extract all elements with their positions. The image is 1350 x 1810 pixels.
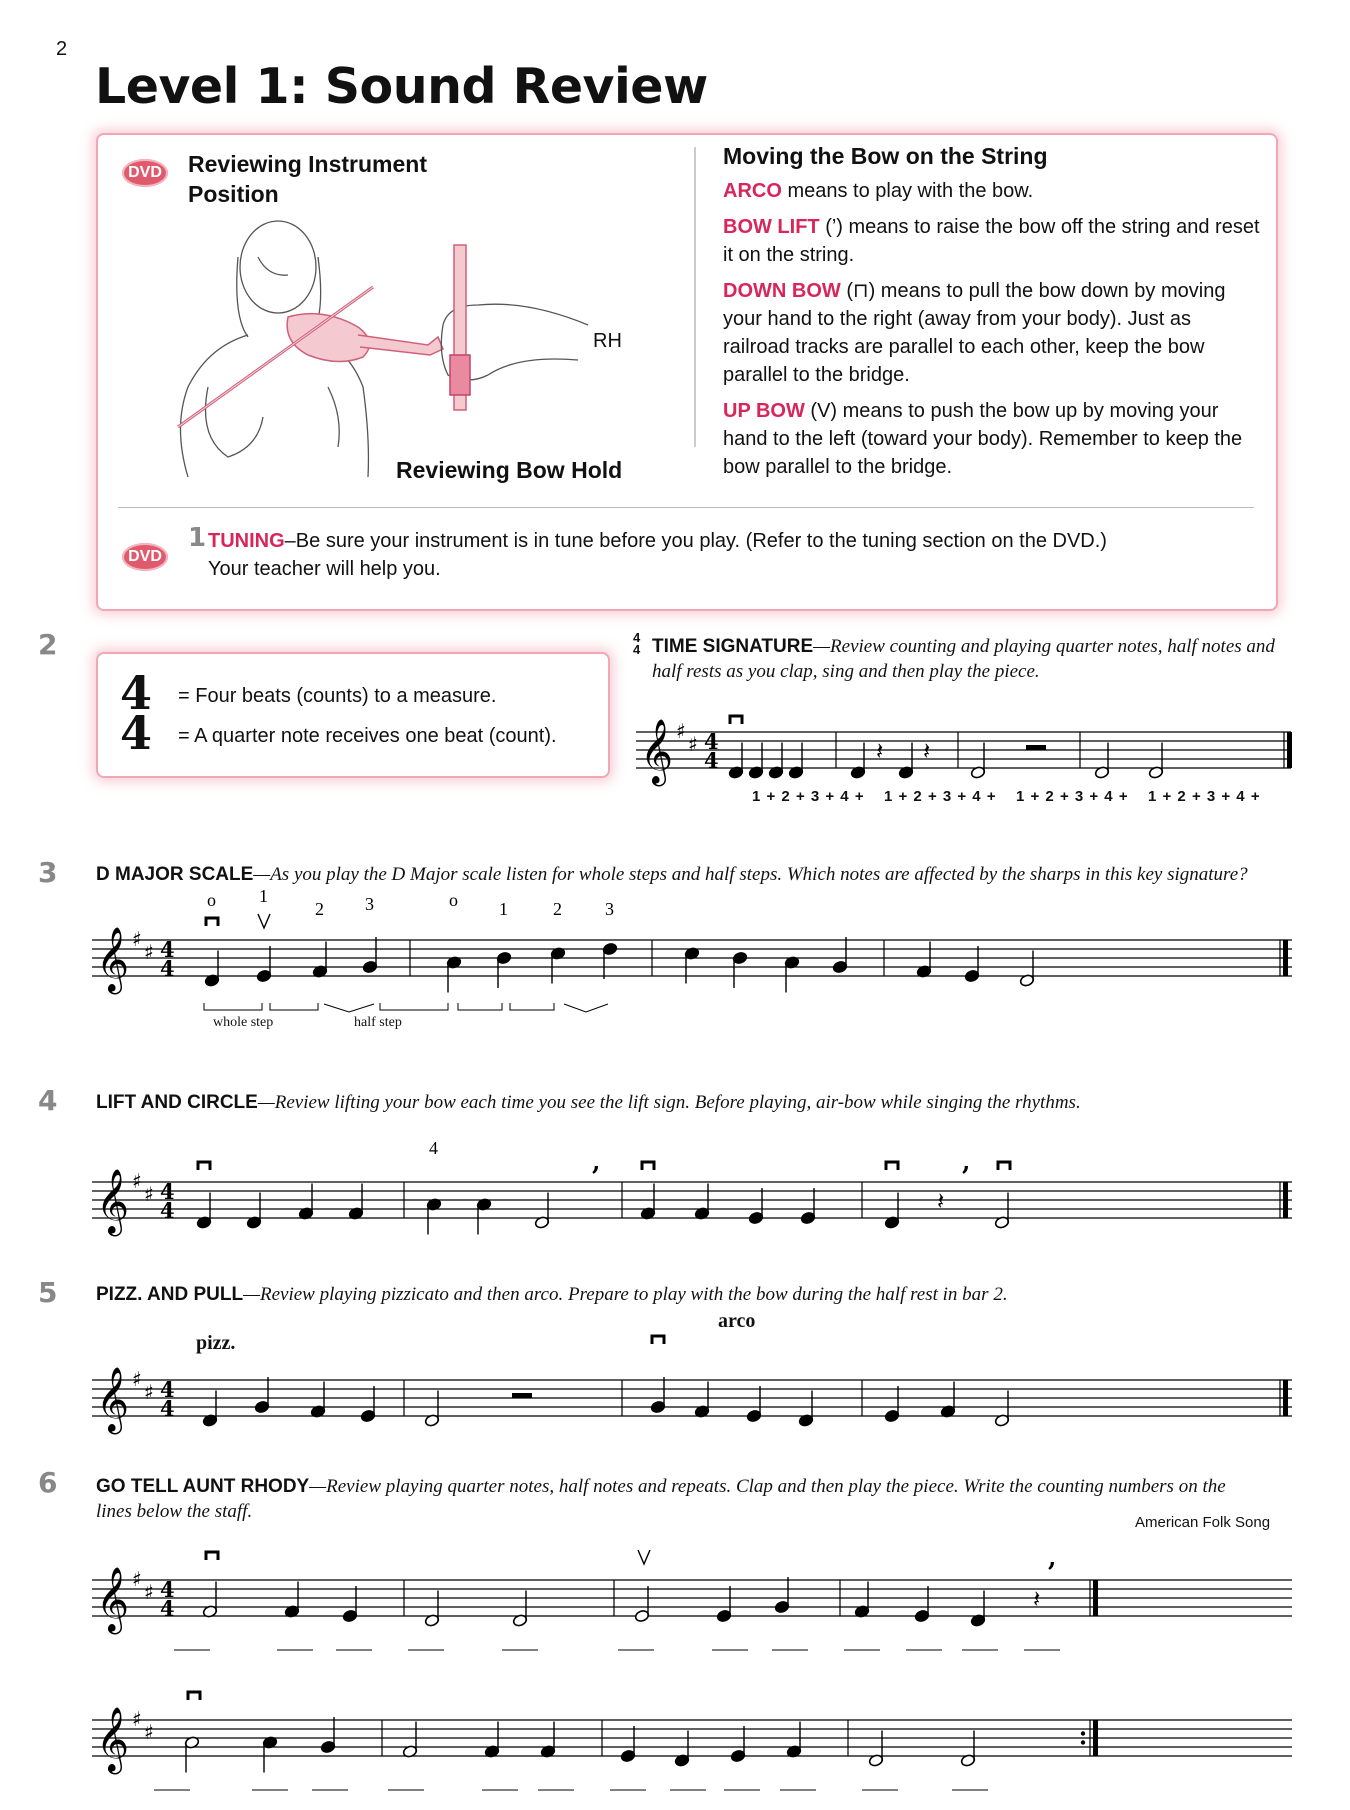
half-step-label: half step xyxy=(354,1015,402,1030)
whole-step-label: whole step xyxy=(213,1015,274,1030)
final-barline xyxy=(1283,1182,1288,1218)
sharp-c: ♯ xyxy=(688,732,698,756)
bow-lift-mark: , xyxy=(592,1147,601,1176)
whole-step-bracket xyxy=(458,1003,502,1010)
exercise-6-title: GO TELL AUNT RHODY—Review playing quarter notes, half notes and repeats. Clap and then play the piece. Write the counting numbers on the lines below the staff. xyxy=(96,1476,1226,1522)
final-barline xyxy=(1093,1720,1098,1756)
dvd-badge: DVD xyxy=(122,159,168,187)
time-sig-top: 4 xyxy=(704,729,719,754)
fingering: 2 xyxy=(553,899,562,919)
repeat-dot xyxy=(1081,1740,1085,1744)
staff-ex3 xyxy=(92,886,1292,1020)
quarter-rest: 𝄽 xyxy=(1033,1585,1041,1613)
time-sig-top: 4 xyxy=(160,1577,175,1602)
down-bow-mark xyxy=(206,918,218,926)
up-bow-mark xyxy=(258,914,270,928)
final-barline xyxy=(1093,1580,1098,1616)
page-number: 2 xyxy=(56,38,68,60)
bow-terms xyxy=(723,177,1263,481)
fingering: 3 xyxy=(365,894,374,914)
exercise-number-2: 2 xyxy=(38,628,58,661)
whole-step-bracket xyxy=(380,1003,448,1010)
down-bow-mark xyxy=(206,1552,218,1560)
treble-clef: 𝄞 xyxy=(96,1169,130,1234)
sharp-f: ♯ xyxy=(132,1707,142,1731)
time-sig-bottom: 4 xyxy=(160,1198,175,1223)
time-sig-bottom: 4 xyxy=(160,956,175,981)
fingering: 1 xyxy=(259,886,268,906)
divider xyxy=(694,147,696,447)
time-sig-bottom: 4 xyxy=(160,1396,175,1421)
fingering: 1 xyxy=(499,899,508,919)
final-barline xyxy=(1287,732,1292,768)
time-sig-4-bottom: 4 xyxy=(120,706,153,760)
time-signature-box xyxy=(96,652,610,778)
exercise-3-title: D MAJOR SCALE—As you play the D Major scale listen for whole steps and half steps. Which notes are affected by the sharps in this key signature? xyxy=(96,864,1248,885)
treble-clef: 𝄞 xyxy=(96,1707,130,1772)
sharp-f: ♯ xyxy=(132,927,142,951)
treble-clef: 𝄞 xyxy=(640,719,674,784)
bow-lift-mark: , xyxy=(962,1147,971,1176)
staff-ex2 xyxy=(636,712,1296,782)
staff-ex5 xyxy=(92,1330,1292,1440)
time-sig-bottom: 4 xyxy=(704,748,719,773)
down-bow-mark xyxy=(730,716,742,724)
fingering: 3 xyxy=(605,899,614,919)
down-bow-mark xyxy=(652,1336,664,1344)
sharp-f: ♯ xyxy=(676,719,686,743)
down-bow-mark xyxy=(198,1162,210,1170)
bow-section-title: Moving the Bow on the String xyxy=(723,143,1048,169)
repeat-dot xyxy=(1081,1731,1085,1735)
exercise-number-4: 4 xyxy=(38,1084,58,1117)
ex2-time-sig-icon: 4 4 xyxy=(633,630,641,657)
horizontal-divider xyxy=(118,507,1254,508)
down-bow-mark xyxy=(998,1162,1010,1170)
instrument-position-title: Reviewing Instrument Position xyxy=(188,151,427,207)
fingering: o xyxy=(207,890,216,910)
term-down-bow: DOWN BOW (⊓) means to pull the bow down by moving your hand to the right (away from your body). Just as railroad tracks are parallel to each other, keep the bow parallel to the bridge. xyxy=(723,280,1226,386)
time-sig-top: 4 xyxy=(160,1377,175,1402)
fingering: o xyxy=(449,890,458,910)
sharp-f: ♯ xyxy=(132,1367,142,1391)
sharp-c: ♯ xyxy=(144,1580,154,1604)
half-rest xyxy=(512,1393,532,1398)
sharp-f: ♯ xyxy=(132,1567,142,1591)
ex2-counts: 1 + 2 + 3 + 4 + 1 + 2 + 3 + 4 + 1 + 2 + 3 + 4 + 1 + 2 + 3 + 4 + xyxy=(752,788,1261,805)
sharp-c: ♯ xyxy=(144,1182,154,1206)
tuning-text: TUNING–Be sure your instrument is in tune before you play. (Refer to the tuning section on the DVD.) Your teacher will help you. xyxy=(208,530,1107,580)
time-sig-line2: = A quarter note receives one beat (count). xyxy=(178,725,557,747)
treble-clef: 𝄞 xyxy=(96,927,130,992)
review-box xyxy=(96,133,1278,611)
sharp-c: ♯ xyxy=(144,1380,154,1404)
fingering: 4 xyxy=(429,1138,438,1158)
treble-clef: 𝄞 xyxy=(96,1567,130,1632)
final-barline xyxy=(1283,940,1288,976)
term-up-bow: UP BOW (V) means to push the bow up by moving your hand to the left (toward your body). Remember to keep the bow parallel to the bridge. xyxy=(723,400,1243,478)
time-sig-line1: = Four beats (counts) to a measure. xyxy=(178,685,497,707)
final-barline xyxy=(1283,1380,1288,1416)
staff-ex6-line2 xyxy=(92,1670,1292,1810)
quarter-rest: 𝄽 xyxy=(937,1187,945,1215)
composer-credit: American Folk Song xyxy=(1135,1514,1271,1531)
dvd-badge-tuning: DVD xyxy=(122,543,168,571)
up-bow-mark xyxy=(638,1550,650,1564)
time-sig-4-top: 4 xyxy=(120,666,153,720)
bow-lift-mark: , xyxy=(1048,1543,1057,1572)
quarter-rest: 𝄽 xyxy=(923,737,931,765)
staff-ex6-line1 xyxy=(92,1530,1292,1670)
tuning-number: 1 xyxy=(188,523,207,553)
rh-label: RH xyxy=(593,330,622,352)
exercise-5-title: PIZZ. AND PULL—Review playing pizzicato and then arco. Prepare to play with the bow during the half rest in bar 2. xyxy=(96,1284,1008,1305)
sharp-c: ♯ xyxy=(144,1720,154,1744)
bow-hold-title: Reviewing Bow Hold xyxy=(396,457,623,483)
exercise-2-title: TIME SIGNATURE—Review counting and playing quarter notes, half notes and half rests as you clap, sing and then play the piece. xyxy=(652,636,1275,682)
time-sig-top: 4 xyxy=(160,937,175,962)
term-bow-lift: BOW LIFT (’) means to raise the bow off the string and reset it on the string. xyxy=(723,216,1260,266)
sharp-c: ♯ xyxy=(144,940,154,964)
sharp-f: ♯ xyxy=(132,1169,142,1193)
whole-step-bracket xyxy=(510,1003,554,1010)
exercise-number-5: 5 xyxy=(38,1276,58,1309)
whole-step-bracket xyxy=(270,1003,318,1010)
exercise-number-6: 6 xyxy=(38,1466,58,1499)
down-bow-mark xyxy=(188,1692,200,1700)
treble-clef: 𝄞 xyxy=(96,1367,130,1432)
whole-step-bracket xyxy=(204,1003,262,1010)
pizz-marking: pizz. xyxy=(196,1332,236,1354)
quarter-rest: 𝄽 xyxy=(876,737,884,765)
page-title: Level 1: Sound Review xyxy=(95,58,708,115)
half-step-bracket xyxy=(564,1004,608,1012)
violin-player-illustration xyxy=(138,217,458,477)
time-sig-bottom: 4 xyxy=(160,1596,175,1621)
staff-ex4 xyxy=(92,1130,1292,1240)
time-sig-top: 4 xyxy=(160,1179,175,1204)
down-bow-mark xyxy=(642,1162,654,1170)
half-rest xyxy=(1026,745,1046,750)
arco-marking: arco xyxy=(718,1310,756,1332)
half-step-bracket xyxy=(324,1004,374,1012)
exercise-4-title: LIFT AND CIRCLE—Review lifting your bow each time you see the lift sign. Before playing, air-bow while singing the rhythms. xyxy=(96,1092,1081,1113)
exercise-number-3: 3 xyxy=(38,856,58,889)
term-arco: ARCO means to play with the bow. xyxy=(723,180,1034,202)
fingering: 2 xyxy=(315,899,324,919)
down-bow-mark xyxy=(886,1162,898,1170)
